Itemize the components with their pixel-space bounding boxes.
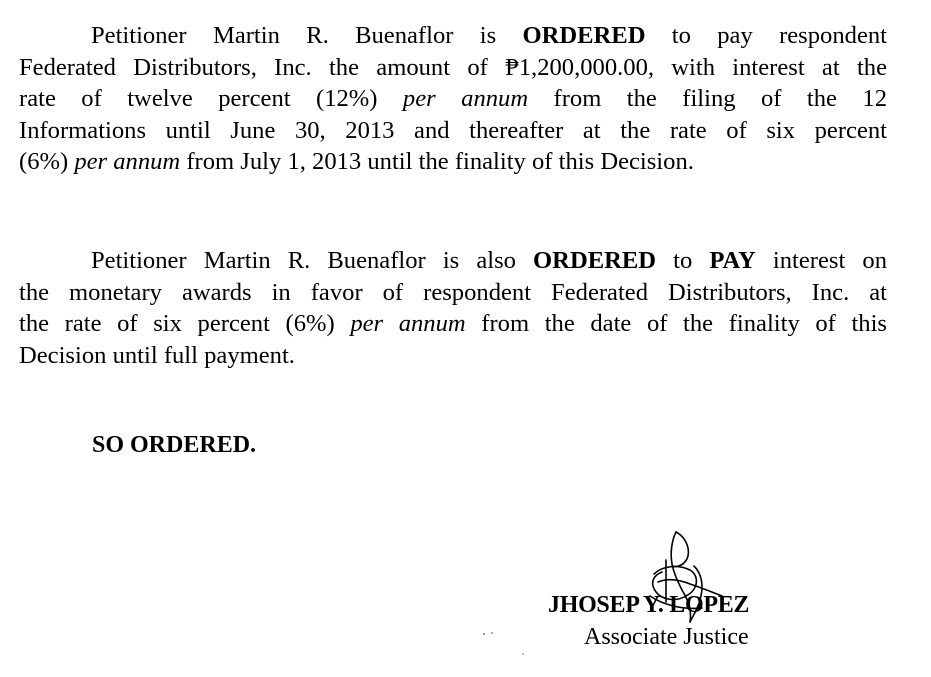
so-ordered-closing: SO ORDERED.	[92, 432, 257, 458]
paragraph-2-line-2: the monetary awards in favor of respondent Federated Distributors, Inc. at	[19, 278, 887, 306]
per-annum-italic: per annum	[74, 148, 181, 175]
decision-paragraph-2	[19, 245, 887, 371]
per-annum-italic: per annum	[402, 85, 529, 112]
scan-specks-icon	[478, 628, 538, 658]
paragraph-2-line-1	[19, 245, 887, 277]
text-run: from the date of the finality of this	[465, 310, 887, 337]
per-annum-italic: per annum	[350, 310, 466, 337]
paragraph-2-line-4: Decision until full payment.	[19, 341, 295, 369]
text-run: from July 1, 2013 until the finality of this Decision.	[180, 148, 694, 175]
paragraph-1-line-5	[19, 146, 887, 178]
handwritten-signature-icon	[632, 530, 728, 630]
text-run: rate of twelve percent (12%)	[19, 85, 403, 112]
ordered-bold: ORDERED	[533, 247, 657, 274]
paragraph-1-line-4: Informations until June 30, 2013 and thereafter at the rate of six percent	[19, 116, 887, 144]
text-run: (6%)	[19, 148, 75, 175]
decision-paragraph-1	[19, 20, 887, 178]
paragraph-1-line-2: Federated Distributors, Inc. the amount of ₱1,200,000.00, with interest at the	[19, 53, 887, 81]
text-run: from the filing of the 12	[528, 85, 887, 112]
text-run: the rate of six percent (6%)	[19, 310, 351, 337]
text-run: Petitioner Martin R. Buenaflor is	[91, 22, 523, 49]
paragraph-1-line-3	[19, 83, 887, 115]
ordered-bold: ORDERED	[522, 22, 646, 49]
paragraph-2-line-3	[19, 308, 887, 340]
text-run: Petitioner Martin R. Buenaflor is also	[91, 247, 534, 274]
text-run: to	[656, 247, 710, 274]
signatory-name: JHOSEP Y. LOPEZ	[548, 592, 750, 618]
signatory-title: Associate Justice	[584, 624, 749, 650]
text-run: interest on	[755, 247, 887, 274]
paragraph-1-line-1	[19, 20, 887, 52]
pay-bold: PAY	[709, 247, 756, 274]
text-run: to pay respondent	[645, 22, 887, 49]
